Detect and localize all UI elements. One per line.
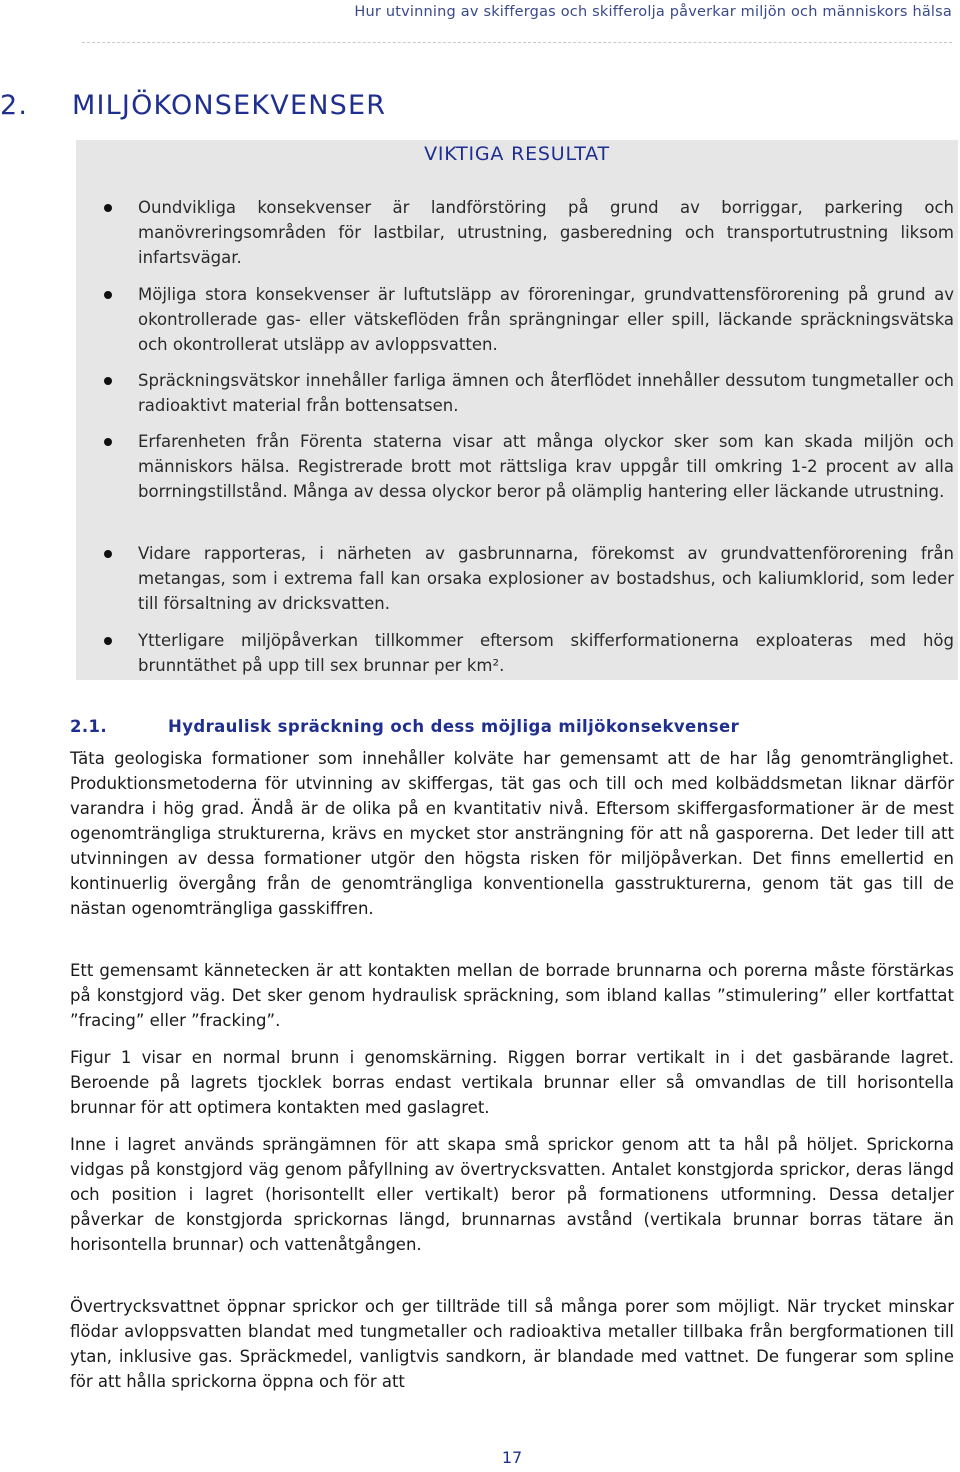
key-result-item: Vidare rapporteras, i närheten av gasbrunnarna, förekomst av grundvattenförorening från metangas, som i extrema fall kan orsaka explosioner av bostadshus, och kaliumklorid, som leder till försaltning av dricksvatten. [138, 544, 954, 613]
key-result-item: Möjliga stora konsekvenser är luftutsläpp av föroreningar, grundvattensförorening på grund av okontrollerade gas- eller vätskeflöden från sprängningar eller spill, läckande spräckningsvätska och okontrollerat utsläpp av avloppsvatten. [138, 285, 954, 354]
key-result-item: Ytterligare miljöpåverkan tillkommer eftersom skifferformationerna exploateras med hög brunntäthet på upp till sex brunnar per km². [138, 631, 954, 675]
bullet-icon [104, 291, 112, 299]
body-paragraph: Inne i lagret används sprängämnen för att skapa små sprickor genom att ta hål på höljet. Sprickorna vidgas på konstgjord väg genom påfyllning av övertrycksvatten. Antalet konstgjorda sprickor, deras längd och position i lagret (horisontellt eller vertikalt) beror på formationens utformning. Dessa detaljer påverkar de konstgjorda sprickornas längd, brunnarnas avstånd (vertikala brunnar borras tätare än horisontella brunnar) och vattenåtgången. [70, 1135, 954, 1254]
page-number: 17 [501, 1448, 523, 1467]
bullet-icon [104, 204, 112, 212]
key-result-item: Oundvikliga konsekvenser är landförstöring på grund av borriggar, parkering och manövreringsområden för lastbilar, utrustning, gasberedning och transportutrustning liksom infartsvägar. [138, 198, 954, 267]
section-heading [70, 717, 739, 736]
bullet-icon [104, 550, 112, 558]
key-result-item: Spräckningsvätskor innehåller farliga ämnen och återflödet innehåller dessutom tungmetaller och radioaktivt material från bottensatsen. [138, 371, 954, 415]
chapter-title-text: MILJÖKONSEKVENSER [72, 90, 387, 121]
bullet-icon [104, 438, 112, 446]
key-result-item: Erfarenheten från Förenta staterna visar att många olyckor sker som kan skada miljön och människors hälsa. Registrerade brott mot rättsliga krav uppgår till omkring 1-2 procent av alla borrningstillstånd. Många av dessa olyckor beror på olämplig hantering eller läckande utrustning. [138, 432, 954, 501]
section-number: 2.1. [70, 717, 108, 736]
header-divider [82, 42, 952, 43]
body-paragraph: Ett gemensamt kännetecken är att kontakten mellan de borrade brunnarna och porerna måste förstärkas på konstgjord väg. Det sker genom hydraulisk spräckning, som ibland kallas ”stimulering” eller kortfattat ”fracing” eller ”fracking”. [70, 961, 954, 1030]
body-paragraph: Täta geologiska formationer som innehåller kolväte har gemensamt att de har låg genomtränglighet. Produktionsmetoderna för utvinning av skiffergas, tät gas och till och med kolbäddsmetan liknar därför varandra i hög grad. Ändå är de olika på en kvantitativ nivå. Eftersom skiffergasformationer är de mest ogenomträngliga strukturerna, krävs en mycket stor ansträngning för att nå gasporerna. Det leder till att utvinningen av dessa formationer utgör den högsta risken för miljöpåverkan. Det finns emellertid en kontinuerlig övergång från de genomträngliga konventionella gasstrukturerna, genom tät gas till de nästan ogenomträngliga gasskiffren. [70, 749, 954, 918]
body-paragraph: Figur 1 visar en normal brunn i genomskärning. Riggen borrar vertikalt in i det gasbärande lagret. Beroende på lagrets tjocklek borras endast vertikala brunnar eller så omvandlas de till horisontella brunnar för att optimera kontakten med gaslagret. [70, 1048, 954, 1117]
chapter-number: 2. [0, 90, 29, 121]
body-paragraph: Övertrycksvattnet öppnar sprickor och ger tillträde till så många porer som möjligt. När trycket minskar flödar avloppsvatten blandat med tungmetaller och radioaktiva metaller tillbaka från bergformationen till ytan, inklusive gas. Spräckmedel, vanligtvis sandkorn, är blandade med vattnet. De fungerar som spline för att hålla sprickorna öppna och för att [70, 1297, 954, 1391]
running-header: Hur utvinning av skiffergas och skifferolja påverkar miljön och människors hälsa [354, 4, 952, 20]
section-title: Hydraulisk spräckning och dess möjliga miljökonsekvenser [168, 717, 740, 736]
bullet-icon [104, 377, 112, 385]
key-results-title: VIKTIGA RESULTAT [424, 143, 610, 165]
bullet-icon [104, 637, 112, 645]
chapter-title [0, 90, 386, 121]
